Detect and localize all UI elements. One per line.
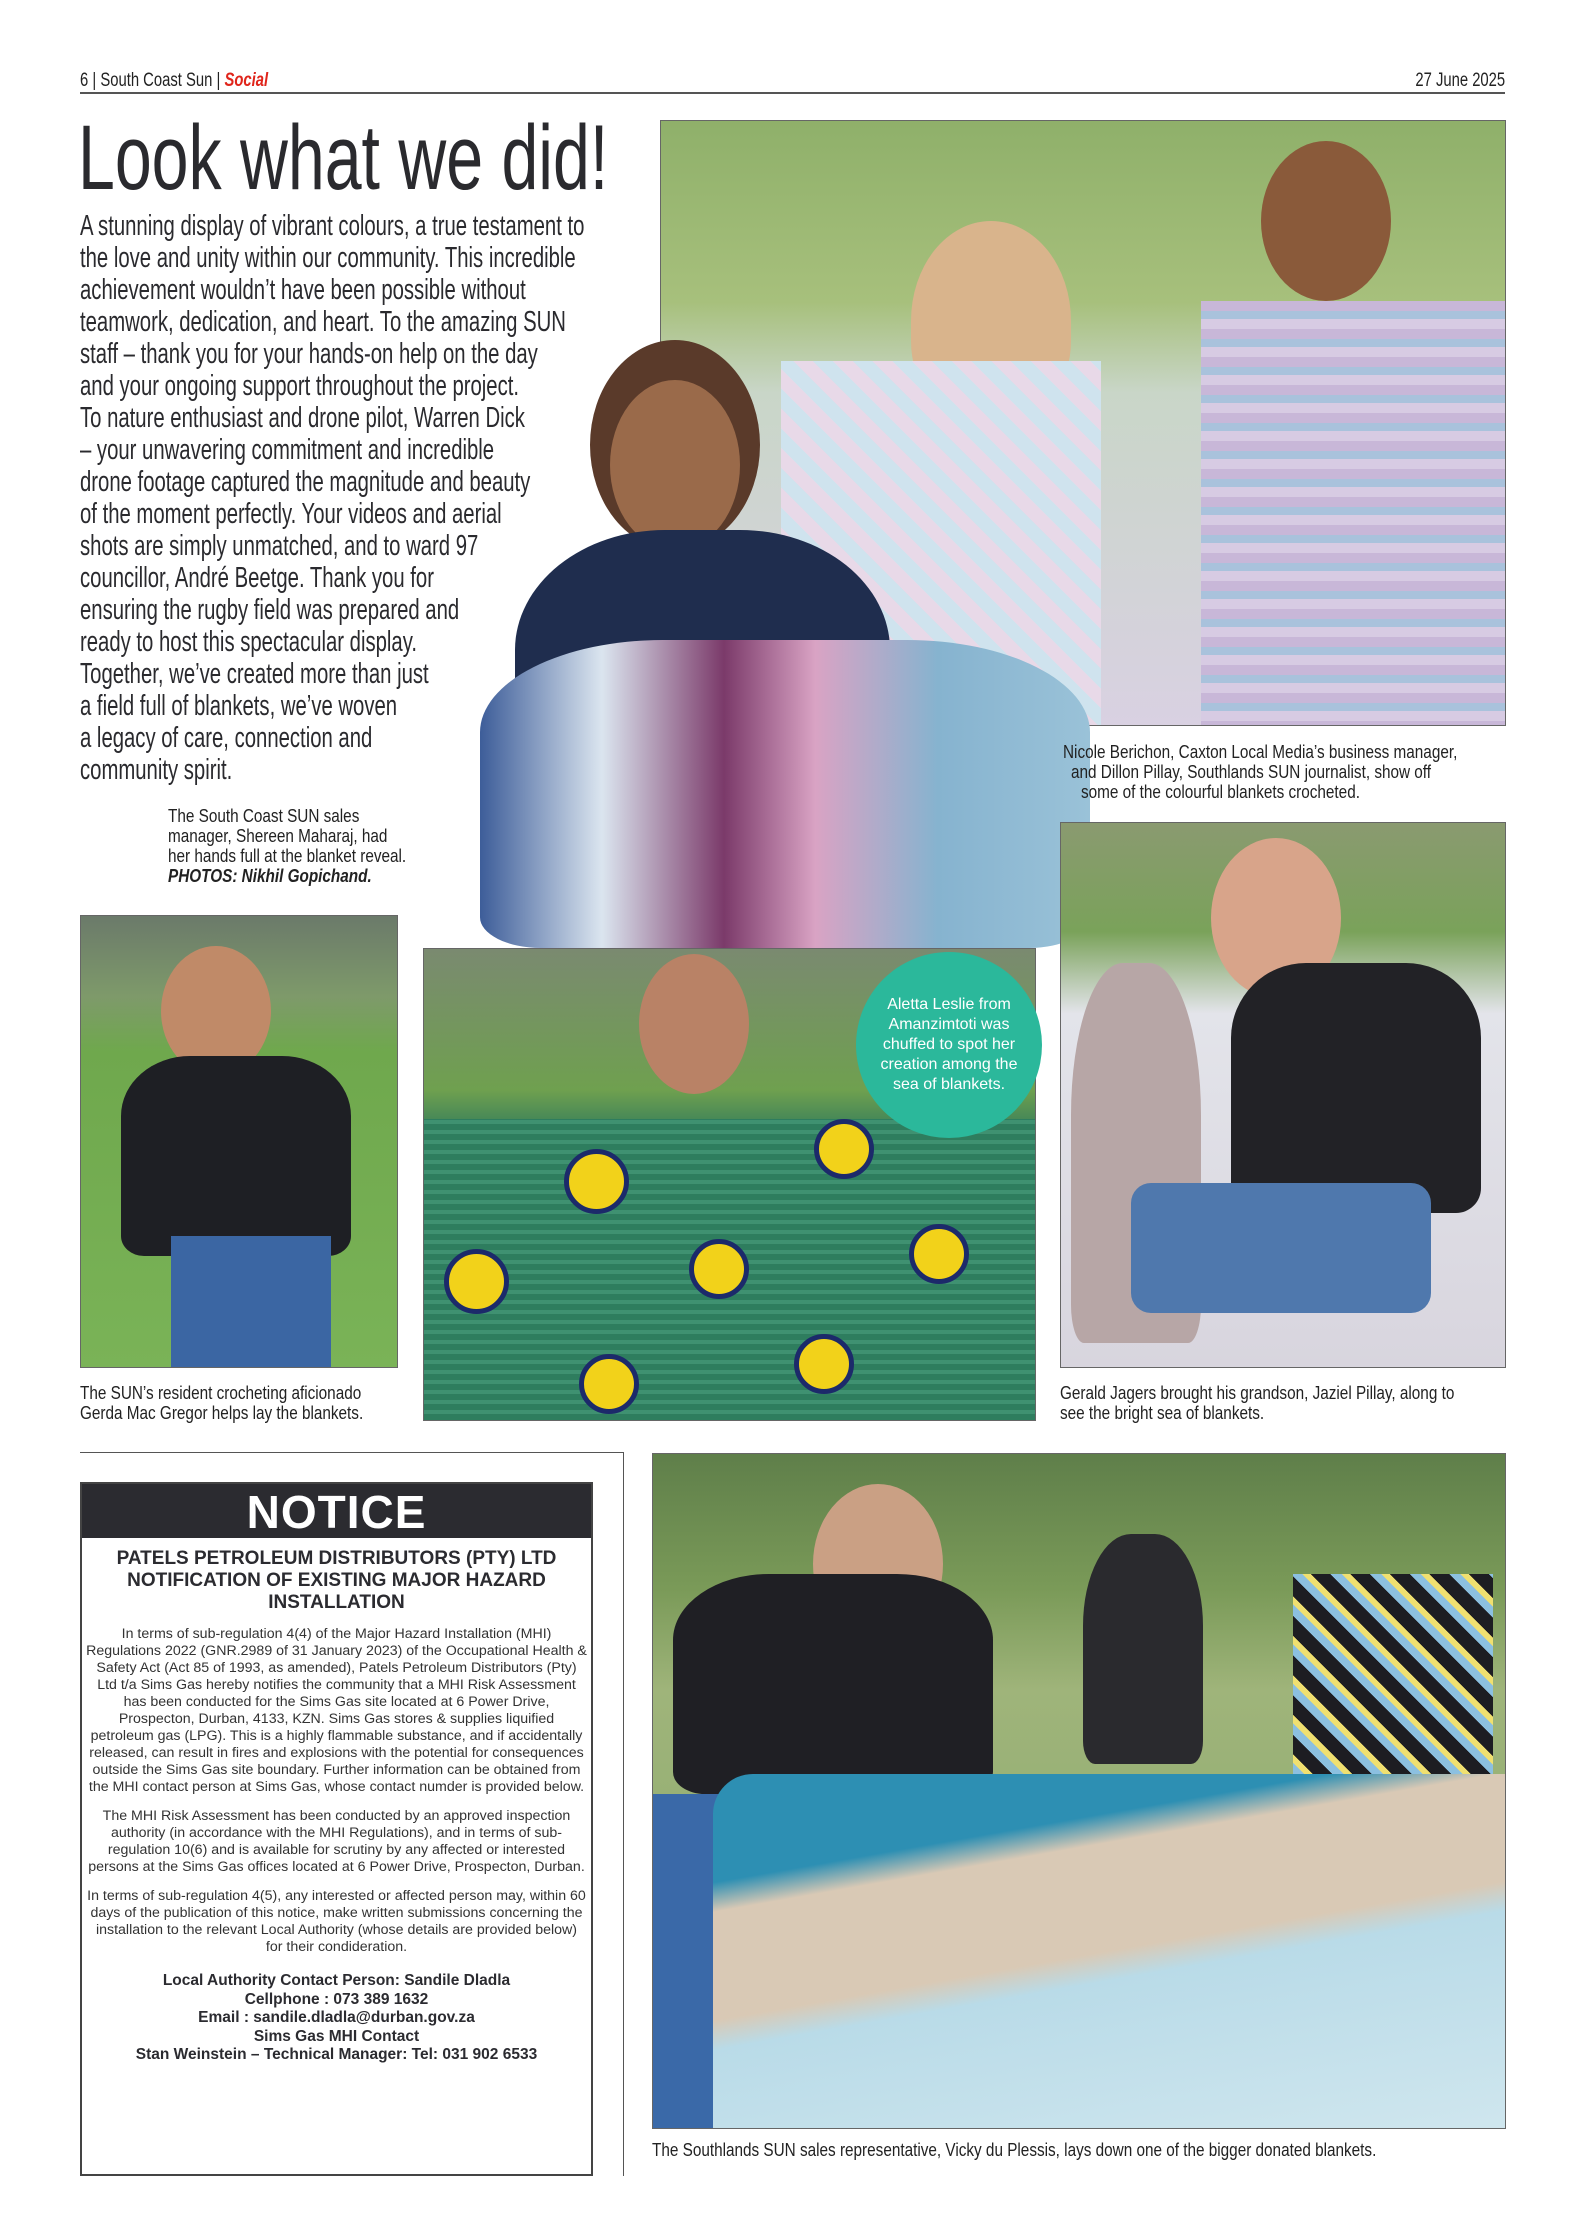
notice-email: Email : sandile.dladla@durban.gov.za	[198, 2009, 475, 2026]
section-name: Social	[224, 70, 269, 91]
photo-gerda	[80, 915, 398, 1368]
page-header-left: 6 | South Coast Sun | Social	[80, 70, 269, 91]
caption-gerald: Gerald Jagers brought his grandson, Jaziel Pillay, along to see the bright sea of blankets.	[1060, 1383, 1455, 1423]
caption-vicky: The Southlands SUN sales representative, Vicky du Plessis, lays down one of the bigger donated blankets.	[652, 2140, 1377, 2160]
notice-banner: NOTICE	[82, 1484, 591, 1538]
caption-nicole-dillon: Nicole Berichon, Caxton Local Media’s business manager, and Dillon Pillay, Southlands SUN journalist, show off some of the colourful blankets crocheted.	[1063, 742, 1458, 802]
section-divider-horizontal	[80, 1452, 623, 1453]
photo-credit: PHOTOS: Nikhil Gopichand.	[168, 866, 372, 886]
publication-name: South Coast Sun	[100, 70, 213, 91]
notice-paragraph-1: In terms of sub-regulation 4(4) of the Major Hazard Installation (MHI) Regulations 2022 (GNR.2989 of 31 January 2023) of the Occupational Health & Safety Act (Act 85 of 1993, as amended), Patels Petroleum Distributors (Pty) Ltd t/a Sims Gas hereby notifies the community that a MHI Risk Assessment has been conducted for the Sims Gas site located at 6 Power Drive, Prospecton, Durban, 4133, KZN. Sims Gas stores & supplies liquified petroleum gas (LPG). This is a highly flammable substance, and if accidentally released, can result in fires and explosions with the potential for consequences outside the Sims Gas site boundary. Further information can be obtained from the MHI contact person at Sims Gas, whose contact numder is provided below.	[86, 1626, 587, 1795]
caption-gerda: The SUN’s resident crocheting aficionado Gerda Mac Gregor helps lay the blankets.	[80, 1383, 364, 1423]
page-date: 27 June 2025	[1415, 70, 1505, 91]
photo-vicky	[652, 1453, 1506, 2129]
notice-contact-details: Local Authority Contact Person: Sandile Dladla Cellphone : 073 389 1632 Email : sandile.dladla@durban.gov.za Sims Gas MHI Contact Stan Weinstein – Technical Manager: Tel: 031 902 6533	[82, 1972, 591, 2065]
headline: Look what we did!	[78, 107, 609, 209]
photo-gerald-jaziel	[1060, 822, 1506, 1368]
callout-bubble-aletta: Aletta Leslie from Amanzimtoti was chuffed to spot her creation among the sea of blankets.	[856, 952, 1042, 1138]
section-divider-vertical	[623, 1452, 624, 2176]
header-rule	[80, 92, 1505, 94]
article-body: A stunning display of vibrant colours, a true testament to the love and unity within our community. This incredible achievement wouldn’t have been possible without teamwork, dedication, and heart. To the amazing SUN staff – thank you for your hands-on help on the day and your ongoing support throughout the project. To nature enthusiast and drone pilot, Warren Dick – your unwavering commitment and incredible drone footage captured the magnitude and beauty of the moment perfectly. Your videos and aerial shots are simply unmatched, and to ward 97 councillor, André Beetge. Thank you for ensuring the rugby field was prepared and ready to host this spectacular display. Together, we’ve created more than just a field full of blankets, we’ve woven a legacy of care, connection and community spirit.	[80, 210, 585, 786]
page-number: 6	[80, 70, 89, 91]
notice-paragraph-3: In terms of sub-regulation 4(5), any interested or affected person may, within 60 days of the publication of this notice, make written submissions concerning the installation to the relevant Local Authority (whose details are provided below) for their condideration.	[87, 1888, 586, 1955]
notice-title: PATELS PETROLEUM DISTRIBUTORS (PTY) LTD NOTIFICATION OF EXISTING MAJOR HAZARD INSTALLATION	[116, 1548, 557, 1613]
notice-paragraph-2: The MHI Risk Assessment has been conducted by an approved inspection authority (in accordance with the MHI Regulations), and in terms of sub-regulation 10(6) and is available for scrutiny by any affected or interested persons at the Sims Gas offices located at 6 Power Drive, Prospecton, Durban.	[88, 1808, 585, 1875]
caption-shereen: The South Coast SUN sales manager, Shereen Maharaj, had her hands full at the blanket reveal. PHOTOS: Nikhil Gopichand.	[168, 806, 407, 886]
notice-advert	[80, 1482, 593, 2176]
